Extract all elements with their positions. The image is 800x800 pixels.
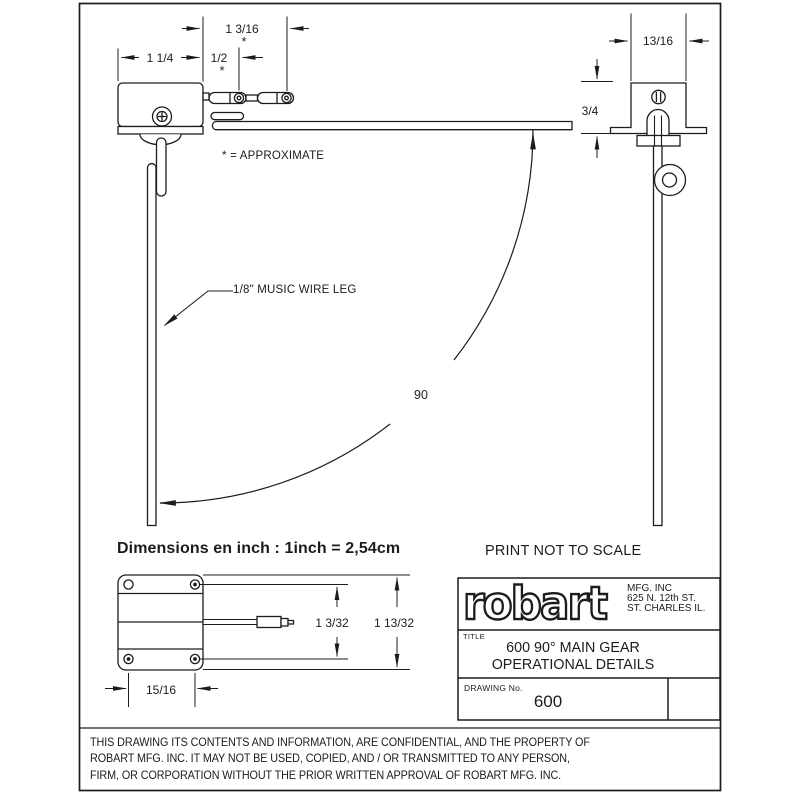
dim-label-15-16: 15/16 <box>145 683 177 697</box>
title-label: TITLE <box>463 632 485 641</box>
print-not-to-scale-note: PRINT NOT TO SCALE <box>485 543 642 559</box>
angle-label-90: 90 <box>414 388 428 402</box>
drawing-no-label: DRAWING No. <box>464 683 523 693</box>
units-note: Dimensions en inch : 1inch = 2,54cm <box>117 540 401 557</box>
dim-label-13-16: 13/16 <box>642 34 674 48</box>
leg-upper-stub <box>157 138 167 196</box>
drawing-no-value: 600 <box>533 692 563 711</box>
drawing-title <box>448 640 698 674</box>
approx-asterisk: * <box>241 34 247 49</box>
pushrod-clevis <box>257 617 281 628</box>
confidentiality-disclaimer <box>90 734 590 783</box>
approx-asterisk: * <box>219 63 225 78</box>
dim-label-3-4: 3/4 <box>581 104 599 118</box>
company-line: ST. CHARLES IL. <box>627 603 706 615</box>
clamp-plate <box>637 136 680 147</box>
dim-label-1-3-32: 1 3/32 <box>315 616 349 630</box>
leg-clamp-dome <box>647 110 669 137</box>
drawing-title-line1: 600 90° MAIN GEAR <box>506 640 640 656</box>
swing-arc-90 <box>160 130 533 503</box>
disclaimer-line: ROBART MFG. INC. IT MAY NOT BE USED, COPIED, AND / OR TRANSMITTED TO ANY PERSON, <box>90 751 570 766</box>
disclaimer-line: THIS DRAWING ITS CONTENTS AND INFORMATION, ARE CONFIDENTIAL, AND THE PROPERTY OF <box>90 735 590 749</box>
company-line: MFG. INC <box>627 583 672 594</box>
dim-label-1-13-32: 1 13/32 <box>373 616 415 630</box>
leg-retracted-hook <box>211 113 244 120</box>
music-wire-label: 1/8" MUSIC WIRE LEG <box>233 284 357 296</box>
approx-note: * = APPROXIMATE <box>222 150 325 162</box>
dim-label-1-1-4: 1 1/4 <box>146 51 174 65</box>
mount-hole <box>124 580 133 589</box>
disclaimer-line: FIRM, OR CORPORATION WITHOUT THE PRIOR WRITTEN APPROVAL OF ROBART MFG. INC. <box>90 767 562 782</box>
retract-unit-side-view <box>118 83 572 526</box>
music-wire-leg <box>148 164 157 526</box>
dim-label-1-2: 1/2 <box>210 51 228 65</box>
drawing-title-line2: OPERATIONAL DETAILS <box>491 657 655 673</box>
bracket-screw-icon <box>652 90 665 103</box>
dim-label-1-3-16: 1 3/16 <box>225 22 259 36</box>
leg-retracted-bar <box>212 122 572 130</box>
unit-base-plate <box>118 127 203 135</box>
actuator-stub <box>203 93 209 100</box>
robart-logo: robart <box>463 577 608 630</box>
music-wire-leader <box>165 291 234 326</box>
company-line: 625 N. 12th ST. <box>627 593 696 605</box>
music-wire-leg-down <box>654 146 663 526</box>
unit-top-view <box>118 575 294 670</box>
link-rod <box>246 95 258 101</box>
mount-bracket-assembly <box>611 83 707 526</box>
company-address <box>627 584 705 615</box>
